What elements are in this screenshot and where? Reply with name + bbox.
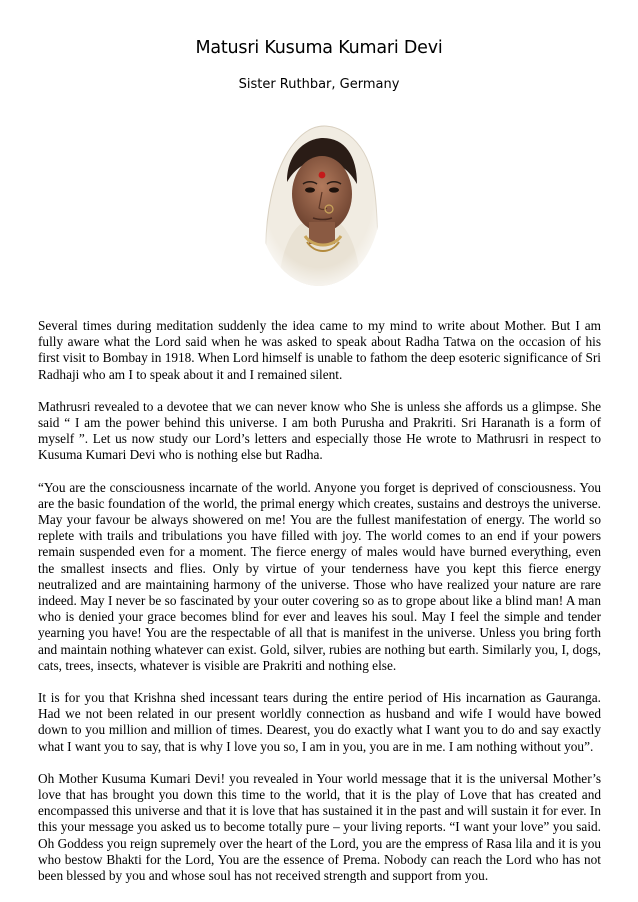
- article-body: [38, 318, 601, 900]
- paragraph: Mathrusri revealed to a devotee that we can never know who She is unless she affords us a glimpse. She said “ I am the power behind this universe. I am both Purusha and Prakriti. Sri Haranath is a form of myself ”. Let us now study our Lord’s letters and especially those He wrote to Mathrusri in respect to Kusuma Kumari Devi who is nothing else but Radha.: [38, 398, 601, 463]
- page-title: Matusri Kusuma Kumari Devi: [195, 38, 443, 58]
- portrait-image: [249, 112, 389, 298]
- paragraph: “You are the consciousness incarnate of the world. Anyone you forget is deprived of consciousness. You are the basic foundation of the world, the primal energy which creates, sustains and destroys the universe. May your favour be always showered on me! You are the fullest manifestation of energy. The world so replete with trails and tribulations you have filled with joy. The world comes to an end if your powers remain suspended even for a moment. The fierce energy of males would have burned everything, even the smallest insects and flies. Only by virtue of your tenderness have you kept this fierce energy neutralized and are maintaining harmony of the universe. Those who have realized your nature are rare indeed. May I never be so fascinated by your outer covering so as to grope about like a blind man! A man who is denied your grace becomes blind for ever and leaves his soul. May I feel the simple and tender yearning you have! You are the respectable of all that is manifest in the universe. Unless you bring forth and maintain nothing whatever can exist. Gold, silver, rubies are nothing but earth. Similarly you, I, dogs, cats, trees, insects, whatever is visible are Prakriti and nothing else.: [38, 479, 601, 673]
- paragraph: Several times during meditation suddenly the idea came to my mind to write about Mother. But I am fully aware what the Lord said when he was asked to speak about Radha Tatwa on the occasion of his first visit to Bombay in 1918. When Lord himself is unable to fathom the deep esoteric significance of Sri Radhaji who am I to speak about it and I remained silent.: [38, 318, 601, 382]
- paragraph: Oh Mother Kusuma Kumari Devi! you revealed in Your world message that it is the universal Mother’s love that has brought you down this time to the world, that it is the play of Love that has created and encompassed this universe and that it is love that has sustained it in the past and will sustain it for ever. In this your message you asked us to become totally pure – your living reports. “I want your love” you said. Oh Goddess you reign supremely over the heart of the Lord, you are the empress of Rasa lila and it is you who bestow Bhakti for the Lord, You are the essence of Prema. Nobody can reach the Lord who has not been blessed by you and whose soul has not received strength and support from you.: [38, 770, 601, 884]
- author-byline: Sister Ruthbar, Germany: [238, 77, 400, 92]
- paragraph: It is for you that Krishna shed incessant tears during the entire period of His incarnation as Gauranga. Had we not been related in our present worldly connection as husband and wife I would have bowed down to you million and million of times. Dearest, you do exactly what I want you to do and say exactly what I want you to say, that is why I love you so, I am in you, you are in me. I am nothing without you”.: [38, 690, 601, 754]
